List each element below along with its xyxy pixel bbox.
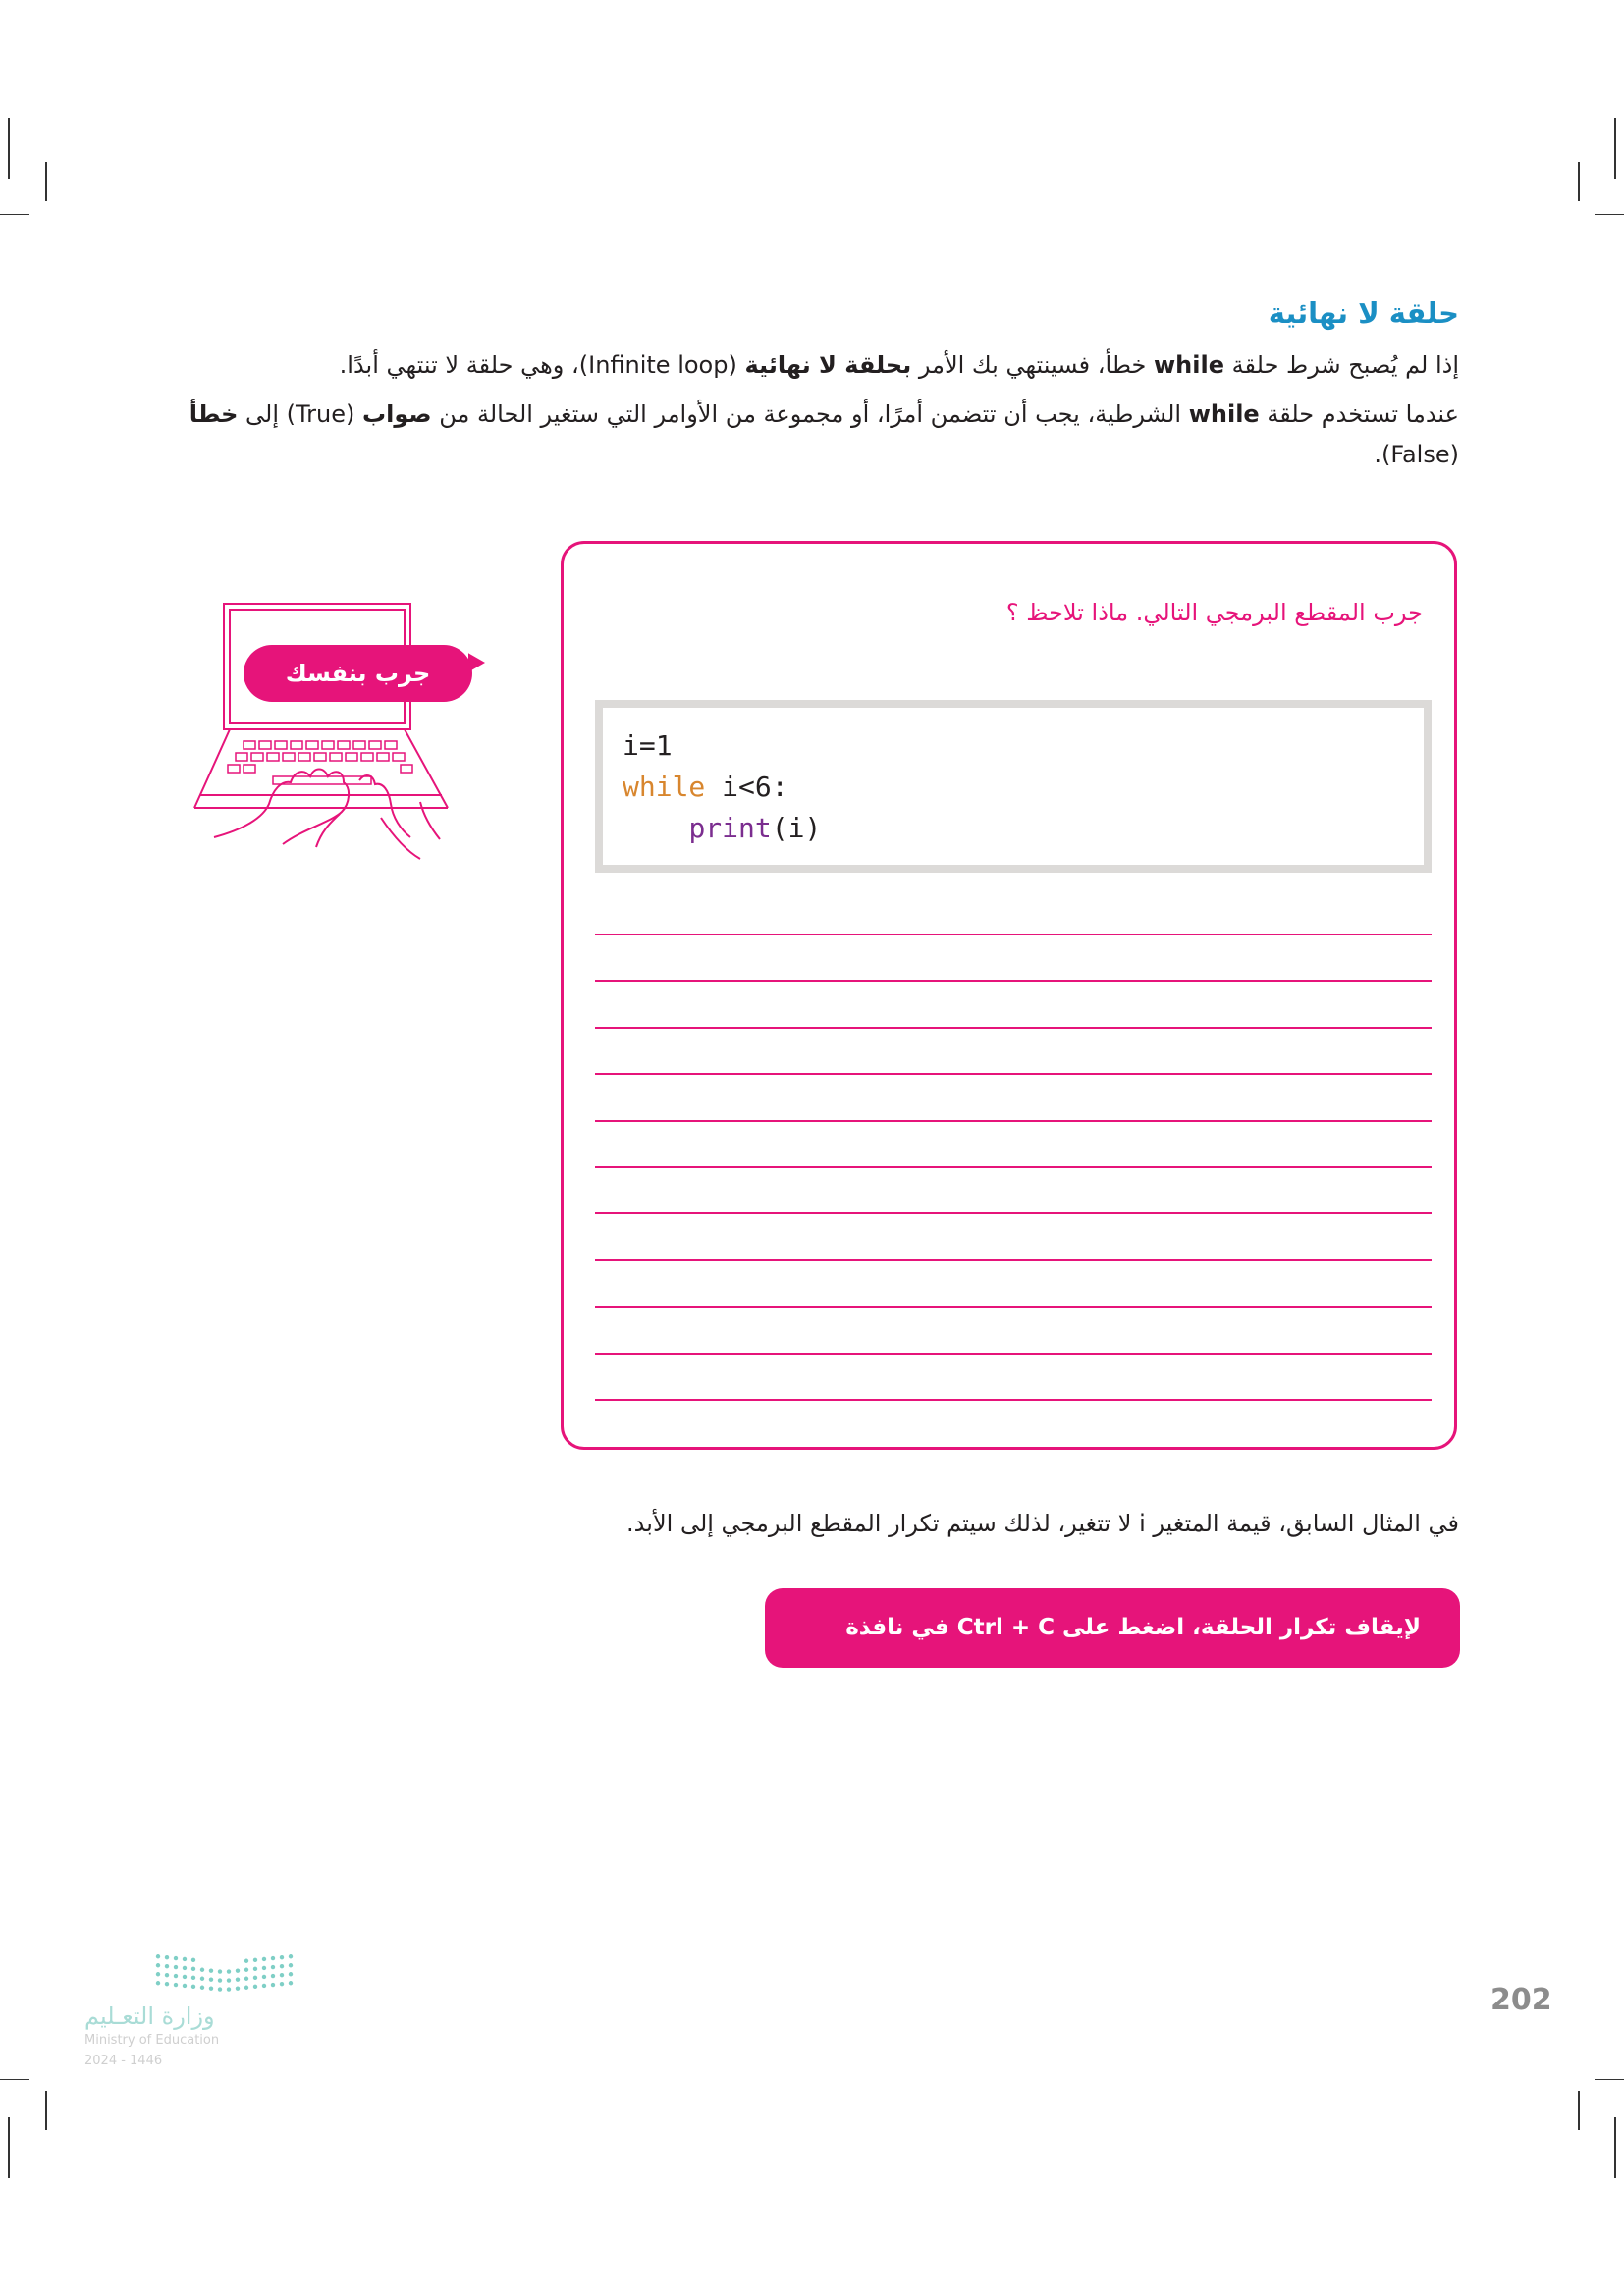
logo-dot [289,1954,293,1958]
crop-mark [45,2091,47,2130]
ministry-name-arabic: وزارة التعـليم [84,2002,215,2030]
term-infinite-loop: بحلقة لا نهائية [744,351,912,379]
code-snippet [595,700,1432,873]
logo-dot [280,1973,284,1977]
crop-mark [1595,214,1624,215]
logo-dot [183,1975,187,1979]
tip-text: في نافذة [845,1615,957,1640]
exercise-prompt: جرب المقطع البرمجي التالي. ماذا تلاحظ ؟ [1005,599,1423,626]
logo-dot [271,1974,275,1978]
condition-text: (False). [1374,441,1459,468]
crop-mark [45,162,47,201]
logo-dot [244,1986,248,1990]
logo-dot [253,1958,257,1962]
logo-dot [271,1983,275,1987]
logo-dot [280,1955,284,1959]
code-function: print [688,812,772,844]
answer-line [595,1212,1432,1214]
answer-line [595,1166,1432,1168]
crop-mark [0,214,29,215]
logo-dot [280,1982,284,1986]
logo-dot [156,1972,160,1976]
section-title: حلقة لا نهائية [1268,296,1459,330]
logo-dot [156,1981,160,1985]
logo-dot [156,1963,160,1967]
logo-dot [165,1964,169,1968]
logo-dot [218,1987,222,1991]
condition-text: (True) إلى [238,400,362,428]
logo-dot [244,1968,248,1972]
tip-text: لإيقاف تكرار الحلقة، اضغط على [1055,1615,1421,1640]
logo-dot [280,1964,284,1968]
logo-dot [200,1968,204,1972]
crop-mark [8,118,10,179]
keyword-while: while [1153,351,1224,379]
logo-dot [227,1969,231,1973]
logo-dot [218,1978,222,1982]
logo-dot [174,1965,178,1969]
code-text: i=1 [623,729,673,762]
logo-dot [191,1967,195,1971]
condition-text: الشرطية، يجب أن تتضمن أمرًا، أو مجموعة من الأوامر التي ستغير الحالة من [431,400,1189,428]
answer-line [595,1259,1432,1261]
intro-text: إذا لم يُصبح شرط حلقة [1223,351,1459,379]
logo-dot [209,1986,213,1990]
keyword-while: while [1188,400,1260,428]
logo-dot [271,1956,275,1960]
logo-dot [200,1977,204,1981]
logo-dot [262,1984,266,1988]
term-false: خطأ [189,400,239,428]
crop-mark [1614,118,1616,179]
explanation-paragraph: في المثال السابق، قيمة المتغير i لا تتغير، لذلك سيتم تكرار المقطع البرمجي إلى الأبد. [626,1510,1459,1537]
answer-line [595,934,1432,935]
try-yourself-label: جرب بنفسك [244,645,472,702]
ministry-name-english: Ministry of Education [84,2033,220,2048]
code-indent [623,812,688,844]
crop-mark [0,2079,29,2080]
logo-dot [183,1966,187,1970]
crop-mark [1578,162,1580,201]
code-line [623,767,1404,808]
logo-dot [289,1981,293,1985]
logo-dot [191,1958,195,1962]
logo-dot [271,1965,275,1969]
logo-dot [165,1982,169,1986]
logo-dot [236,1968,240,1972]
crop-mark [1614,2117,1616,2178]
answer-line [595,1073,1432,1075]
condition-paragraph [153,395,1459,475]
laptop-typing-icon [175,594,560,869]
logo-dot [236,1977,240,1981]
logo-dot [227,1987,231,1991]
code-text: i<6: [705,771,788,803]
logo-dot [236,1986,240,1990]
code-line [623,808,1404,849]
crop-mark [1578,2091,1580,2130]
crop-mark [1595,2079,1624,2080]
edition-year: 2024 - 1446 [84,2054,163,2068]
logo-dot [174,1983,178,1987]
logo-dot [262,1975,266,1979]
logo-dot [244,1977,248,1981]
condition-text: عندما تستخدم حلقة [1259,400,1459,428]
logo-dot [209,1968,213,1972]
code-text: (i) [771,812,822,844]
logo-dot [262,1957,266,1961]
answer-line [595,1399,1432,1401]
tip-window-name: Python shell [1262,1694,1421,1720]
logo-dot [218,1969,222,1973]
logo-dot [191,1976,195,1980]
logo-dot [253,1967,257,1971]
logo-dot [183,1984,187,1988]
logo-dot [174,1974,178,1978]
logo-dot [165,1955,169,1959]
logo-dot [200,1986,204,1990]
logo-dot [262,1966,266,1970]
code-keyword: while [623,771,706,803]
logo-dot [244,1959,248,1963]
logo-dot [191,1985,195,1989]
try-yourself-box [561,541,1457,1450]
logo-dot [253,1976,257,1980]
tip-banner [765,1588,1460,1720]
logo-dot [174,1956,178,1960]
intro-text: خطأ، فسينتهي بك الأمر [911,351,1154,379]
logo-dot [156,1954,160,1958]
answer-line [595,1120,1432,1122]
tip-text: . [1253,1694,1263,1720]
answer-line [595,980,1432,982]
logo-dot [227,1978,231,1982]
answer-line [595,1027,1432,1029]
intro-text: (Infinite loop)، وهي حلقة لا تنتهي أبدًا. [339,351,745,379]
code-line [623,725,1404,767]
logo-dot [183,1957,187,1961]
logo-dot [209,1977,213,1981]
logo-dot [289,1972,293,1976]
crop-mark [8,2117,10,2178]
tip-shortcut: Ctrl + C [956,1615,1056,1640]
page-number: 202 [1490,1983,1552,2017]
logo-dot [253,1985,257,1989]
answer-line [595,1306,1432,1308]
logo-dot [165,1973,169,1977]
logo-dot [289,1963,293,1967]
answer-line [595,1353,1432,1355]
intro-paragraph [153,346,1459,386]
term-true: صواب [361,400,432,428]
